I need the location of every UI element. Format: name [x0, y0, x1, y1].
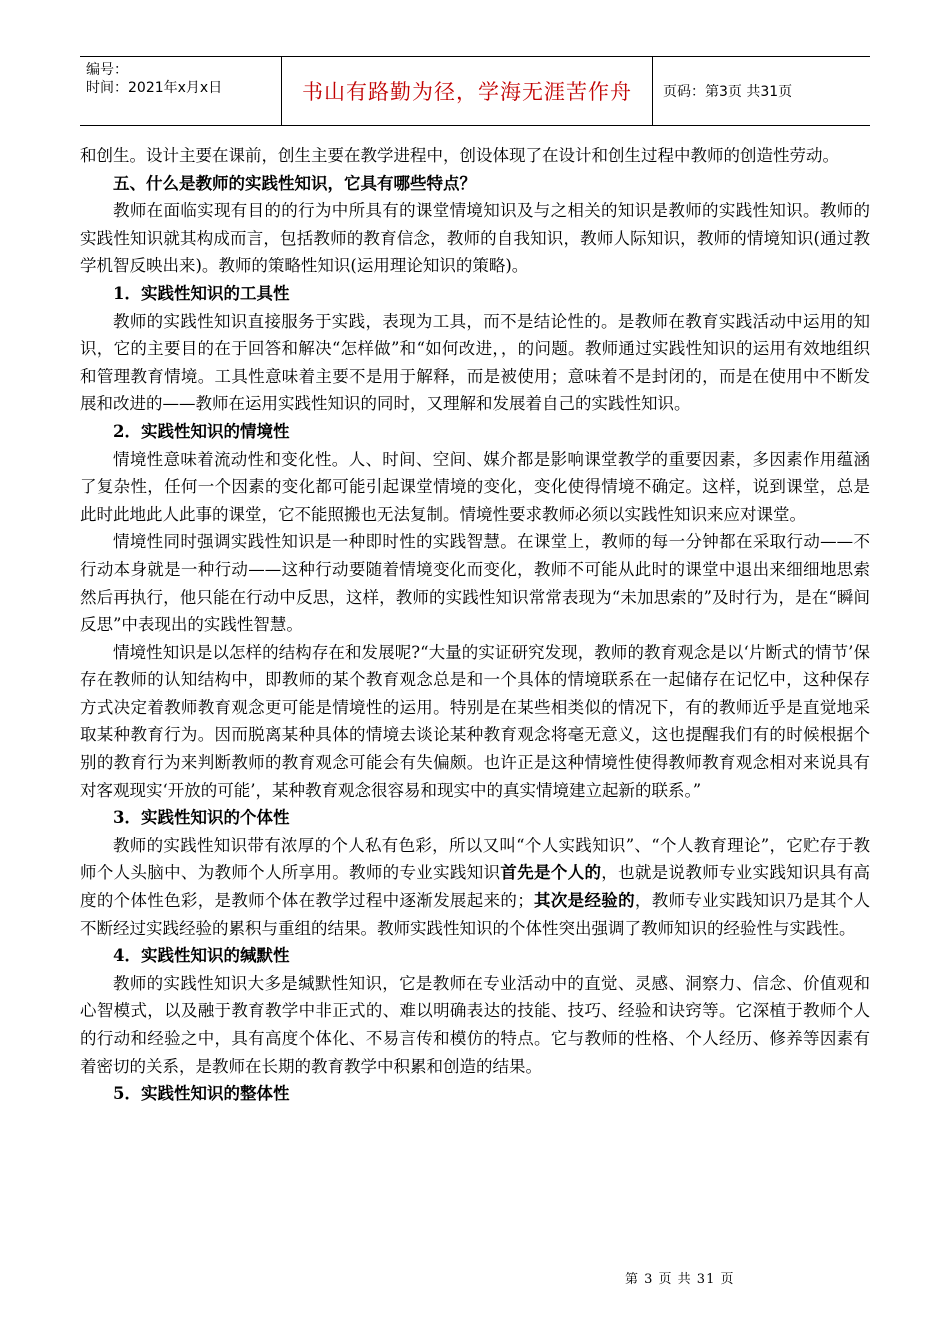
- paragraph-tacit: 教师的实践性知识大多是缄默性知识，它是教师在专业活动中的直觉、灵感、洞察力、信念、价值观和心智模式，以及融于教育教学中非正式的、难以明确表达的技能、技巧、经验和诀窍等。它深植于教师个人的行动和经验之中，具有高度个体化、不易言传和模仿的特点。它与教师的性格、个人经历、修养等因素有着密切的关系，是教师在长期的教育教学中积累和创造的结果。: [80, 973, 870, 1076]
- document-body: [80, 142, 870, 1108]
- document-time-label: 时间：2021年x月x日: [86, 80, 223, 96]
- subheading-situational: 2．实践性知识的情境性: [113, 421, 290, 441]
- document-number-label: 编号：: [86, 62, 128, 78]
- subheading-instrumental: 1．实践性知识的工具性: [113, 283, 290, 303]
- page-header: [80, 56, 870, 126]
- subheading-tacit: 4．实践性知识的缄默性: [113, 946, 290, 966]
- emphasis-personal: 首先是个人的: [500, 863, 602, 883]
- subheading-individual: 3．实践性知识的个体性: [113, 808, 290, 828]
- paragraph-individual-text-1: 教师的实践性知识带有浓厚的个人私有色彩，所以又叫“个人实践知识”、“个人教育理论”，它贮存于教师个人头脑中、为教师个人所享用。教师的专业实践知识: [80, 835, 870, 883]
- paragraph-situational-3: 情境性知识是以怎样的结构存在和发展呢?“大量的实证研究发现，教师的教育观念是以‘片断式的情节’保存在教师的认知结构中，即教师的某个教育观念总是和一个具体的情境联系在一起储存在记忆中，这种保存方式决定着教师教育观念更可能是情境性的运用。特别是在某些相类似的情况下，有的教师近乎是直觉地采取某种教育行为。因而脱离某种具体的情境去谈论某种教育观念将毫无意义，这也提醒我们有的时候根据个别的教育行为来判断教师的教育观念可能会有失偏颇。也许正是这种情境性使得教师教育观念相对来说具有对客观现实‘开放的可能’，某种教育观念很容易和现实中的真实情境建立起新的联系。”: [80, 642, 870, 800]
- header-motto: 书山有路勤为径，学海无涯苦作舟: [282, 57, 653, 126]
- paragraph-situational-2: 情境性同时强调实践性知识是一种即时性的实践智慧。在课堂上，教师的每一分钟都在采取行动——不行动本身就是一种行动——这种行动要随着情境变化而变化，教师不可能从此时的课堂中退出来细细地思索然后再执行，他只能在行动中反思，这样，教师的实践性知识常常表现为“未加思索的”及时行为，是在“瞬间反思”中表现出的实践性智慧。: [80, 532, 870, 635]
- paragraph-instrumental: 教师的实践性知识直接服务于实践，表现为工具，而不是结论性的。是教师在教育实践活动中运用的知识，它的主要目的在于回答和解决“怎样做”和“如何改进，，的问题。教师通过实践性知识的运用有效地组织和管理教育情境。工具性意味着主要不是用于解释，而是被使用；意味着不是封闭的，而是在使用中不断发展和改进的——教师在运用实践性知识的同时，又理解和发展着自己的实践性知识。: [80, 311, 870, 414]
- paragraph-individual-text-2: ，也就是说教师专业实践知识具有高度的个体性色彩，是教师个体在教学过程中逐渐发展起来的；: [80, 863, 871, 911]
- section-heading-five: 五、什么是教师的实践性知识，它具有哪些特点？: [113, 173, 476, 193]
- paragraph-intro: 和创生。设计主要在课前，创生主要在教学进程中，创设体现了在设计和创生过程中教师的创造性劳动。: [80, 146, 839, 165]
- paragraph-situational-1: 情境性意味着流动性和变化性。人、时间、空间、媒介都是影响课堂教学的重要因素，多因素作用蕴涵了复杂性，任何一个因素的变化都可能引起课堂情境的变化，变化使得情境不确定。这样，说到课堂，总是此时此地此人此事的课堂，它不能照搬也无法复制。情境性要求教师必须以实践性知识来应对课堂。: [80, 449, 870, 524]
- paragraph-definition: 教师在面临实现有目的的行为中所具有的课堂情境知识及与之相关的知识是教师的实践性知识。教师的实践性知识就其构成而言，包括教师的教育信念，教师的自我知识，教师人际知识，教师的情境知识(通过教学机智反映出来)。教师的策略性知识(运用理论知识的策略)。: [80, 201, 870, 276]
- header-page-info: 页码：第3页 共31页: [653, 57, 871, 126]
- header-meta-cell: [80, 57, 282, 126]
- emphasis-experiential: 其次是经验的: [533, 891, 635, 911]
- subheading-holistic: 5．实践性知识的整体性: [113, 1084, 290, 1104]
- paragraph-individual-text-3: ，教师专业实践知识乃是其个人不断经过实践经验的累积与重组的结果。教师实践性知识的个体性突出强调了教师知识的经验性与实践性。: [80, 891, 871, 938]
- page-footer: 第 3 页 共 31 页: [625, 1272, 735, 1287]
- paragraph-individual: [80, 832, 870, 942]
